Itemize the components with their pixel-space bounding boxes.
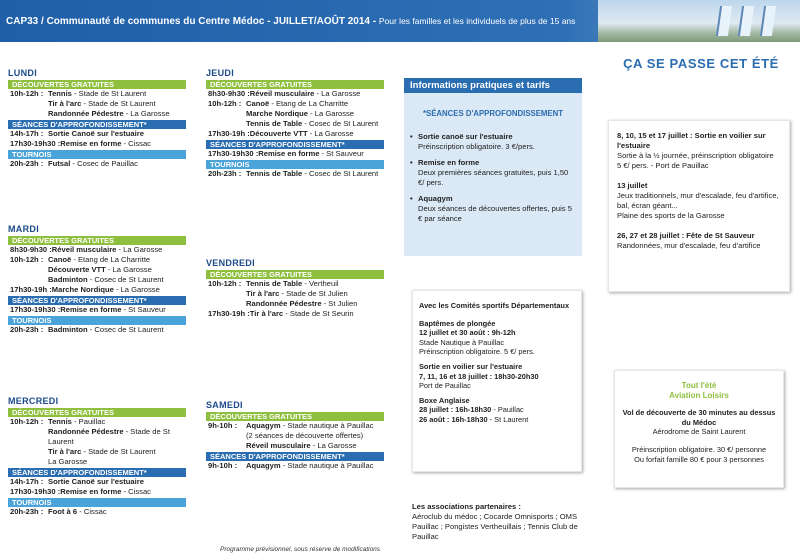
- info-item: [404, 194, 582, 224]
- summer-event: [617, 231, 781, 251]
- schedule-activity: Tir à l'arc: [249, 309, 284, 318]
- schedule-activity: Aquagym: [246, 461, 281, 470]
- info-item-head: • Aquagym: [418, 194, 453, 203]
- schedule-row: [206, 461, 384, 471]
- schedule-activity: Tir à l'arc: [48, 447, 82, 456]
- event-line: Plaine des sports de la Garosse: [617, 211, 725, 220]
- schedule-row: [8, 265, 186, 275]
- day-title: LUNDI: [8, 68, 37, 78]
- schedule-row: [206, 431, 384, 441]
- schedule-activity: Tennis: [48, 417, 72, 426]
- schedule-time: 20h-23h :: [10, 159, 44, 168]
- schedule-row: [206, 99, 384, 109]
- schedule-time: [10, 275, 48, 285]
- schedule-time: [10, 99, 48, 109]
- schedule-activity: Découverte VTT: [249, 129, 308, 138]
- schedule-time: [208, 289, 246, 299]
- schedule-row: [8, 99, 186, 109]
- schedule-activity: Sortie Canoë sur l'estuaire: [48, 477, 144, 486]
- day-mardi: [8, 224, 186, 335]
- schedule-row: [8, 159, 186, 169]
- event-place: Stade Nautique à Pauillac: [419, 337, 505, 347]
- schedule-place: - Stade de St Laurent: [81, 447, 156, 456]
- event-line: 5 €/ pers. - Port de Pauillac: [617, 161, 709, 170]
- schedule-activity: Canoë: [48, 255, 72, 264]
- schedule-time: 20h-23h :: [208, 169, 242, 178]
- event-dates: 26 août : 16h-18h30: [419, 414, 488, 424]
- aviation-title: Aviation Loisirs: [669, 390, 729, 400]
- schedule-place: - La Garosse: [116, 245, 163, 254]
- day-title: MERCREDI: [8, 396, 59, 406]
- schedule-row: [8, 285, 186, 295]
- schedule-activity: Marche Nordique: [51, 285, 114, 294]
- category-header: DÉCOUVERTES GRATUITES: [206, 412, 384, 421]
- summer-title: ÇA SE PASSE CET ÉTÉ: [623, 56, 779, 71]
- flag-icon: [738, 6, 754, 36]
- schedule-time: 17h30-19h :: [208, 309, 250, 318]
- event-line: Jeux traditionnels, mur d'escalade, feu d'artifice, bal, écran géant...: [617, 191, 779, 210]
- schedule-activity: Tennis: [48, 89, 72, 98]
- schedule-time: [10, 109, 48, 119]
- schedule-place: - La Garosse: [310, 441, 357, 450]
- schedule-time: 17h30-19h30 :: [10, 487, 61, 496]
- aviation-family: Ou forfait famille 80 € pour 3 personnes: [634, 454, 764, 464]
- schedule-activity: Futsal: [48, 159, 71, 168]
- partners-list: Aéroclub du médoc ; Cocarde Omnisports ; OMS Pauillac ; Pongistes Vertheuillais ; Tennis Club de Pauillac: [412, 512, 578, 541]
- aviation-place: Aérodrome de Saint Laurent: [652, 427, 746, 437]
- schedule-time: 9h-10h :: [208, 421, 238, 430]
- schedule-row: [206, 149, 384, 159]
- schedule-activity: Marche Nordique: [246, 109, 309, 118]
- schedule-time: 20h-23h :: [10, 507, 44, 516]
- schedule-activity: Réveil musculaire: [249, 89, 315, 98]
- summer-event: [617, 131, 781, 171]
- schedule-place: - La Garosse: [113, 285, 160, 294]
- schedule-place: - Cosec de Pauillac: [70, 159, 138, 168]
- schedule-time: 8h30-9h30 :: [10, 245, 52, 254]
- header-title: CAP33 / Communauté de communes du Centre Médoc - JUILLET/AOÛT 2014 -: [6, 16, 377, 27]
- category-header: TOURNOIS: [8, 150, 186, 159]
- schedule-time: 10h-12h :: [208, 99, 242, 108]
- category-header: TOURNOIS: [8, 498, 186, 507]
- category-header: SÉANCES D'APPROFONDISSEMENT*: [206, 140, 384, 149]
- info-panel: [404, 78, 582, 256]
- header-subtitle: Pour les familles et les individuels de plus de 15 ans: [378, 16, 576, 26]
- schedule-place: - Stade de St Julien: [279, 289, 348, 298]
- summer-event: [617, 181, 781, 221]
- schedule-place: La Garosse: [48, 457, 88, 466]
- event-title: Sortie en voilier sur l'estuaire: [419, 361, 523, 371]
- event-title: Boxe Anglaise: [419, 395, 470, 405]
- schedule-activity: Sortie Canoë sur l'estuaire: [48, 129, 144, 138]
- info-item: [404, 158, 582, 188]
- schedule-activity: Réveil musculaire: [246, 441, 311, 450]
- schedule-activity: Tir à l'arc: [48, 99, 82, 108]
- schedule-row: [8, 507, 186, 517]
- category-header: DÉCOUVERTES GRATUITES: [206, 270, 384, 279]
- schedule-time: [208, 119, 246, 129]
- schedule-place: - Vertheuil: [302, 279, 339, 288]
- schedule-time: 10h-12h :: [208, 279, 242, 288]
- category-header: DÉCOUVERTES GRATUITES: [8, 236, 186, 245]
- comites-event: [419, 362, 575, 391]
- info-item: [404, 132, 582, 152]
- schedule-activity: Remise en forme: [60, 305, 122, 314]
- event-line: Randonnées, mur d'escalade, feu d'artifice: [617, 241, 761, 250]
- schedule-time: 10h-12h :: [10, 417, 44, 426]
- schedule-place: - St Sauveur: [121, 305, 166, 314]
- day-jeudi: [206, 68, 384, 179]
- schedule-row: [8, 457, 186, 467]
- partners: [412, 502, 590, 542]
- schedule-time: [10, 427, 48, 447]
- event-dates: 12 juillet et 30 août : 9h-12h: [419, 328, 516, 338]
- schedule-place: - Stade nautique à Pauillac: [280, 461, 374, 470]
- category-header: SÉANCES D'APPROFONDISSEMENT*: [8, 296, 186, 305]
- schedule-time: 17h30-19h30 :: [10, 139, 61, 148]
- schedule-place: - Cosec de St Laurent: [87, 275, 164, 284]
- schedule-place: - La Garosse: [314, 89, 361, 98]
- schedule-activity: Randonnée Pédestre: [48, 427, 124, 436]
- info-item-body: Préinscription obligatoire. 3 €/pers.: [418, 142, 535, 151]
- header-title-line: [6, 16, 575, 27]
- schedule-place: - St Julien: [321, 299, 358, 308]
- schedule-place: - Stade de St Laurent: [48, 427, 170, 446]
- info-item-head: • Remise en forme: [418, 158, 480, 167]
- aviation-card: [614, 370, 784, 488]
- schedule-time: [208, 299, 246, 309]
- aviation-price: Préinscription obligatoire. 30 €/ personne: [631, 444, 767, 454]
- day-title: SAMEDI: [206, 400, 243, 410]
- day-mercredi: [8, 396, 186, 517]
- info-subtitle: *SÉANCES D'APPROFONDISSEMENT: [422, 109, 564, 118]
- day-lundi: [8, 68, 186, 169]
- schedule-activity: Canoë: [246, 99, 270, 108]
- schedule-time: 17h30-19h :: [10, 285, 52, 294]
- schedule-row: [206, 421, 384, 431]
- schedule-place: - Cissac: [121, 139, 151, 148]
- schedule-time: [208, 431, 246, 441]
- schedule-time: 10h-12h :: [10, 89, 44, 98]
- summer-card: [608, 120, 790, 292]
- category-header: SÉANCES D'APPROFONDISSEMENT*: [206, 452, 384, 461]
- schedule-activity: Tennis de Table: [246, 279, 303, 288]
- category-header: DÉCOUVERTES GRATUITES: [8, 80, 186, 89]
- category-header: SÉANCES D'APPROFONDISSEMENT*: [8, 468, 186, 477]
- schedule-row: [8, 245, 186, 255]
- header-banner: [0, 0, 800, 42]
- schedule-place: - Etang de La Charritte: [269, 99, 349, 108]
- schedule-row: [8, 109, 186, 119]
- schedule-row: [8, 417, 186, 427]
- schedule-place: - La Garosse: [123, 109, 170, 118]
- schedule-place: - Stade de St Seurin: [283, 309, 354, 318]
- schedule-time: [208, 441, 246, 451]
- schedule-place: - Cosec de St Laurent: [87, 325, 164, 334]
- category-header: DÉCOUVERTES GRATUITES: [206, 80, 384, 89]
- schedule-activity: Randonnée Pédestre: [48, 109, 124, 118]
- schedule-row: [8, 89, 186, 99]
- schedule-place: - St Sauveur: [319, 149, 364, 158]
- day-vendredi: [206, 258, 384, 319]
- category-header: TOURNOIS: [206, 160, 384, 169]
- schedule-time: [10, 447, 48, 457]
- day-title: JEUDI: [206, 68, 235, 78]
- schedule-time: [10, 265, 48, 275]
- schedule-row: [206, 279, 384, 289]
- schedule-time: 9h-10h :: [208, 461, 238, 470]
- schedule-row: [8, 129, 186, 139]
- schedule-time: 20h-23h :: [10, 325, 44, 334]
- schedule-time: 14h-17h :: [10, 477, 44, 486]
- schedule-activity: Remise en forme: [60, 139, 122, 148]
- aviation-desc: Vol de découverte de 30 minutes au dessus du Médoc: [622, 408, 776, 427]
- schedule-row: [206, 109, 384, 119]
- event-place: - Pauillac: [491, 405, 524, 415]
- comites-event: [419, 319, 575, 357]
- info-title: Informations pratiques et tarifs: [404, 78, 582, 93]
- schedule-activity: Réveil musculaire: [51, 245, 117, 254]
- schedule-activity: Remise en forme: [258, 149, 320, 158]
- day-title: MARDI: [8, 224, 39, 234]
- schedule-place: - Stade de St Laurent: [81, 99, 156, 108]
- schedule-place: (2 séances de découverte offertes): [246, 431, 364, 440]
- schedule-row: [206, 169, 384, 179]
- schedule-place: - Cissac: [121, 487, 151, 496]
- schedule-row: [206, 129, 384, 139]
- day-title: VENDREDI: [206, 258, 255, 268]
- schedule-place: - La Garosse: [105, 265, 152, 274]
- event-line: Sortie à la ½ journée, préinscription obligatoire: [617, 151, 774, 160]
- schedule-activity: Tir à l'arc: [246, 289, 280, 298]
- flag-icon: [760, 6, 776, 36]
- event-dates: 28 juillet : 16h-18h30: [419, 405, 492, 415]
- schedule-time: [10, 457, 48, 467]
- schedule-row: [8, 447, 186, 457]
- flag-icon: [716, 6, 732, 36]
- schedule-row: [206, 89, 384, 99]
- schedule-row: [8, 325, 186, 335]
- schedule-row: [8, 305, 186, 315]
- schedule-place: - Stade nautique à Pauillac: [280, 421, 374, 430]
- schedule-place: - Cosec de St Laurent: [302, 119, 379, 128]
- event-dates: 7, 11, 16 et 18 juillet : 18h30-20h30: [419, 371, 539, 381]
- schedule-time: 17h30-19h30 :: [10, 305, 61, 314]
- schedule-place: - Cosec de St Laurent: [302, 169, 379, 178]
- comites-card: [412, 290, 582, 472]
- schedule-time: 10h-12h :: [10, 255, 44, 264]
- schedule-activity: Remise en forme: [60, 487, 122, 496]
- category-header: TOURNOIS: [8, 316, 186, 325]
- schedule-activity: Randonnée Pédestre: [246, 299, 322, 308]
- schedule-activity: Aquagym: [246, 421, 281, 430]
- schedule-row: [8, 477, 186, 487]
- schedule-row: [206, 119, 384, 129]
- schedule-row: [206, 289, 384, 299]
- info-item-head: • Sortie canoë sur l'estuaire: [418, 132, 513, 141]
- schedule-activity: Découverte VTT: [48, 265, 106, 274]
- category-header: SÉANCES D'APPROFONDISSEMENT*: [8, 120, 186, 129]
- schedule-row: [206, 299, 384, 309]
- event-head: 13 juillet: [617, 181, 648, 190]
- schedule-row: [8, 275, 186, 285]
- schedule-time: 14h-17h :: [10, 129, 44, 138]
- schedule-activity: Badminton: [48, 325, 88, 334]
- schedule-place: - Etang de La Charritte: [71, 255, 151, 264]
- aviation-when: Tout l'été: [681, 381, 717, 390]
- schedule-time: 17h30-19h :: [208, 129, 250, 138]
- info-item-body: Deux premières séances gratuites, puis 1,50 €/ pers.: [418, 168, 569, 187]
- schedule-row: [8, 139, 186, 149]
- comites-heading: Avec les Comités sportifs Départementaux: [419, 301, 570, 310]
- footnote: Programme prévisionnel, sous réserve de modifications: [220, 546, 381, 553]
- info-item-body: Deux séances de découvertes offertes, puis 5 € par séance: [418, 204, 572, 223]
- event-place: - St Laurent: [487, 414, 529, 424]
- schedule-row: [8, 487, 186, 497]
- schedule-activity: Foot à 6: [48, 507, 78, 516]
- schedule-time: 17h30-19h30 :: [208, 149, 259, 158]
- event-title: Baptêmes de plongée: [419, 318, 496, 328]
- schedule-place: - Pauillac: [71, 417, 106, 426]
- comites-event: [419, 396, 575, 425]
- schedule-time: [208, 109, 246, 119]
- schedule-time: 8h30-9h30 :: [208, 89, 250, 98]
- day-samedi: [206, 400, 384, 471]
- schedule-row: [8, 427, 186, 447]
- event-head: 26, 27 et 28 juillet : Fête de St Sauveur: [617, 231, 755, 240]
- header-photo: [598, 0, 800, 42]
- category-header: DÉCOUVERTES GRATUITES: [8, 408, 186, 417]
- schedule-activity: Tennis de Table: [246, 169, 303, 178]
- schedule-row: [206, 309, 384, 319]
- event-place: Port de Pauillac: [419, 381, 471, 391]
- event-head: 8, 10, 15 et 17 juillet : Sortie en voilier sur l'estuaire: [617, 131, 766, 150]
- schedule-row: [206, 441, 384, 451]
- schedule-activity: Tennis de Table: [246, 119, 303, 128]
- schedule-activity: Badminton: [48, 275, 88, 284]
- event-note: Préinscription obligatoire. 5 €/ pers.: [419, 347, 535, 357]
- schedule-place: - Cissac: [77, 507, 107, 516]
- partners-title: Les associations partenaires :: [412, 502, 521, 511]
- schedule-place: - La Garosse: [308, 109, 355, 118]
- schedule-place: - Stade de St Laurent: [71, 89, 147, 98]
- schedule-row: [8, 255, 186, 265]
- schedule-place: - La Garosse: [307, 129, 354, 138]
